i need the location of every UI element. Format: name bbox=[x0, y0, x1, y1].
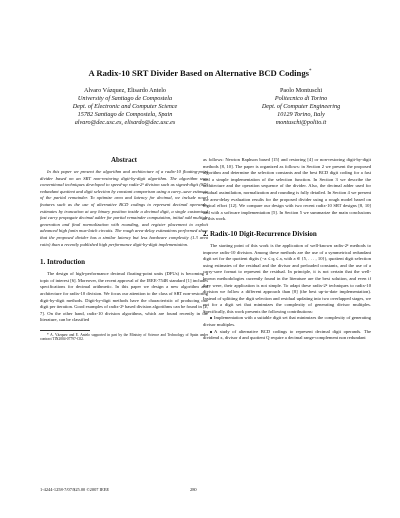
footer-isbn: 1-4244-1258-7/07/$25.00 ©2007 IEEE bbox=[40, 487, 110, 492]
right-column bbox=[203, 152, 371, 342]
contribution-bullet bbox=[203, 315, 371, 328]
footnote: * A. Vázquez and E. Antelo supported in part by the Ministry of Science and Technology of Spain under contract TIN2004-07797-C02. bbox=[40, 332, 208, 342]
abstract-text: In this paper we present the algorithm and architecture of a radix-10 floating-point divider based on an SRT non-restoring digit-by-digit algorithm. The algorithm uses conventional techniques developed to speed-up radix-2ᵏ division such as signed-digit (SD) redundant quotient and digit selection by constant comparison using a carry–save estimate of the partial remainder. To optimize area and latency for decimal, we include novel features such as the use of alternative BCD codings to represent decimal operands, estimates by truncation at any binary position inside a decimal digit, a single customized fast carry propagate decimal adder for partial remainder computation, initial odd multiple generation and final normalization with rounding, and register placement to exploit advanced high fanin mux-latch circuits. The rough area-delay estimations performed show that the proposed divider has a similar latency but less hardware complexity (1.3 area ratio) than a recently published high performance digit-by-digit implementation. bbox=[40, 169, 208, 247]
intro-paragraph: The design of high-performance decimal floating-point units (DFUs) is becoming a topic of interest [6]. Moreover, the recent approval of the IEEE-754R standard [1] includes specifications for decimal arithmetic. In this paper we design a new algorithm and architecture for radix-10 division. We focus our attention to the class of SRT non-restoring digit-by-digit methods. Digit-by-digit methods have the characteristic of producing one digit per iteration. Good examples of radix-2ᵏ based division algorithms can be found in [2, 7]. On the other hand, radix-10 division algorithms, which are found recently in the literature, can be classified bbox=[40, 271, 208, 323]
author-names: Alvaro Vázquez, Elisardo Antelo bbox=[83, 87, 167, 94]
author-address: 10129 Torino, Italy bbox=[277, 111, 325, 118]
bullet-icon bbox=[210, 317, 212, 319]
author-affiliation: Politecnico di Torino bbox=[274, 95, 328, 102]
author-group-torino bbox=[226, 87, 376, 127]
author-email: alvaro@dec.usc.es, elisardo@dec.usc.es bbox=[74, 119, 176, 126]
bullet-text: Implementation with a suitable digit set that minimizes the complexity of generating divisor multiples. bbox=[203, 315, 371, 328]
paper-title-text: A Radix-10 SRT Divider Based on Alternative BCD Codings bbox=[88, 68, 309, 78]
author-block bbox=[30, 87, 370, 147]
author-department: Dept. of Computer Engineering bbox=[261, 103, 341, 110]
bullet-icon bbox=[210, 331, 212, 333]
page-number: 280 bbox=[190, 487, 197, 492]
contribution-bullet bbox=[203, 329, 371, 342]
author-names: Paolo Montuschi bbox=[279, 87, 323, 94]
left-column bbox=[40, 152, 208, 342]
author-affiliation: University of Santiago de Compostela bbox=[77, 95, 173, 102]
author-email: montuschi@polito.it bbox=[275, 119, 327, 126]
title-footnote-mark: * bbox=[308, 69, 312, 75]
intro-heading: 1. Introduction bbox=[40, 258, 85, 267]
author-department: Dept. of Electronic and Computer Science bbox=[72, 103, 178, 110]
paper-title bbox=[0, 68, 400, 78]
footnote-divider bbox=[40, 330, 90, 331]
intro-continued-paragraph: as follows: Newton Raphson based [15] and restoring [4] or non-restoring digit-by-digit methods [8, 10]. The paper is organized as follows: in Section 2 we present the proposed algorithm and determine the selection constants and the best BCD digit coding for a fast and a simple implementation of the selection function. In Section 3 we describe the architecture and the operation sequence of the divider. Also, the decimal adder used for residual assimilation, normalization and rounding is fully detailed. In Section 4 we present the area-delay evaluation results for the proposed divider using a rough model based on logical effort [12]. We compare our design with two recent radix-10 SRT designs [8, 10] and with a software implementation [5]. In Section 5 we summarize the main conclusions of this work. bbox=[203, 157, 371, 222]
abstract-heading: Abstract bbox=[110, 156, 138, 164]
author-address: 15782 Santiago de Compostela, Spain bbox=[77, 111, 173, 118]
section2-heading: 2. Radix-10 Digit-Recurrence Division bbox=[203, 229, 317, 238]
author-group-santiago bbox=[30, 87, 220, 127]
bullet-text: A study of alternative BCD codings to represent decimal digit operands. The dividend x, divisor d and quotient Q require a decimal range-complement non redundant bbox=[203, 328, 371, 341]
section2-paragraph: The starting point of this work is the application of well-known radix-2ᵏ methods to improve radix-10 division. Among these methods are the use of a symmetrical redundant digit set for the quotient digits (−a ≤ qᵢ ≤ a, with a ∈ {5, . . . , 10}), quotient digit selection using estimates of the residual and the divisor and preloaded constants, and the use of a carry-save format to represent the residual. In principle, it is not certain that the well-known methodologies currently found in the literature are the best solution, and even if they were, their application is not simple. To adapt these radix-2ᵏ techniques to radix-10 division we follow a different approach than [8] (the best up-to-date implementation). Instead of splitting the digit selection and residual updating into two overlapped stages, we opt for a digit set that minimizes the complexity of generating divisor multiples. Specifically, this work presents the following contributions: bbox=[203, 242, 371, 314]
